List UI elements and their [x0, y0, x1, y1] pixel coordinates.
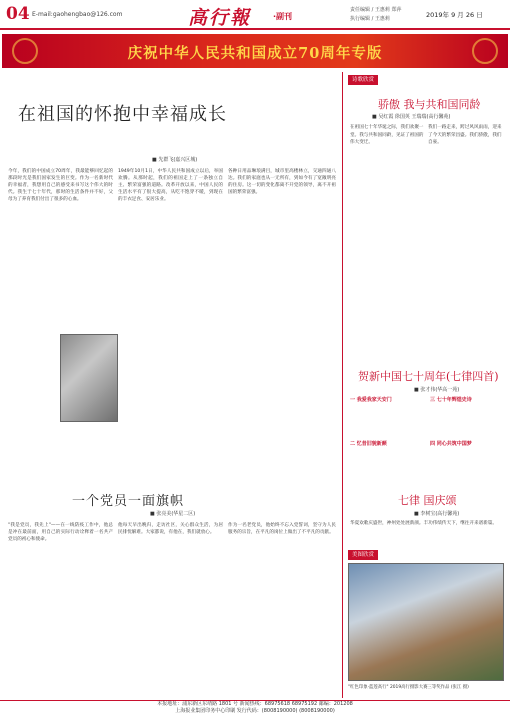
- editor-credits: [350, 6, 401, 24]
- second-body-col-2: 他每天早出晚归，走访社区，关心群众生活，为居民排忧解难。大家都说，有他在，我们就放心。: [118, 523, 223, 535]
- footer-printing: 上海报业集团印务中心印刷 发行代码：(8008190000) (8008190000): [175, 708, 335, 714]
- poem3-text: 华夏欢歌庆盛世，神州处处展新颜。丰功伟绩传天下，继往开来谱新篇。: [350, 521, 498, 526]
- poem2-section-4-heading: 四 同心共筑中国梦: [430, 441, 472, 447]
- banner-title: 庆祝中华人民共和国成立70周年专版: [127, 45, 383, 62]
- lead-body-col-2: 1949年10月1日，中华人民共和国成立以后，举国欢腾。从那时起，我们的祖国走上了一条独立自主、繁荣富强的道路。改革开放以来，中国人民的生活水平有了很大提高，从吃不饱穿不暖，到现在的丰衣足食、安居乐业。: [118, 169, 223, 202]
- footer-address: 本报地址：浦东新区东靖路 1801 号 新闻热线：68975618 68975192 邮编：201208: [157, 701, 353, 707]
- poem2-section-2-heading: 二 忆昔旧貌新颜: [350, 441, 387, 447]
- lead-byline: ■ 先群飞(嘉兴区城): [152, 157, 198, 163]
- photo-section-tag: 美图欣赏: [348, 550, 378, 560]
- second-byline: ■ 张亮美(华星二区): [150, 511, 196, 517]
- masthead: [0, 0, 510, 30]
- poem3-title: 七律 国庆颂: [398, 494, 457, 507]
- second-article-title: 一个党员一面旗帜: [72, 494, 185, 509]
- photo-caption: "红色印象·蓝莲高行" 2019高行摄影大赛三等奖作品 (张江 摄): [348, 685, 469, 690]
- lead-photo: [60, 334, 118, 422]
- poem2-section-1-heading: 一 我爱我家天安门: [350, 397, 392, 403]
- second-body-col-1: "我是党员，我先上"——在一线防疫工作中，他总是冲在最前面，用自己的实际行动诠释着一名共产党员的初心和使命。: [8, 523, 113, 542]
- poem2-section-3-heading: 三 七十年辉煌史诗: [430, 397, 472, 403]
- poem2-title: 贺新中国七十周年(七律四首): [358, 370, 499, 383]
- lead-body-col-1: 今年，我们的中国成立70周年，我最能够回忆起的那段时光是我们国家发生的巨变。作为一名新时代的幸福者，我想用自己的感受来书写这个伟大的时代。我生于七十年代，那时的生活条件并不好，父母为了养育我们付出了很多的心血。: [8, 169, 113, 202]
- second-body-col-3: 作为一名老党员，他始终不忘入党誓词，坚守为人民服务的宗旨，在平凡的岗位上做出了不平凡的贡献。: [228, 523, 336, 535]
- newspaper-brand-sub: ·副刊: [273, 12, 293, 21]
- lead-article-title: 在祖国的怀抱中幸福成长: [18, 104, 227, 125]
- poem1-byline: ■ 吴红霞 徐国英 王瑞瑞(高行馨苑): [372, 114, 451, 120]
- poem2-byline: ■ 张才伟(华高一苑): [414, 387, 460, 393]
- page-number: 04: [6, 4, 30, 24]
- featured-photo: [348, 563, 504, 681]
- poem1-col-2: 我们一路走来，跨过风风雨雨，迎来了今天的繁荣昌盛。我们骄傲，我们自豪。: [428, 125, 502, 146]
- email: E-mail:gaohengbao@126.com: [32, 11, 123, 18]
- poem2-section-3: [430, 396, 506, 405]
- poem3-byline: ■ 李树宝(高行馨苑): [414, 511, 460, 517]
- issue-date: 2019年 9 月 26 日: [426, 11, 483, 19]
- editor-line-1: 责任编辑 / 王惠莉 郑萍: [350, 7, 402, 13]
- poem1-title: 骄傲 我与共和国同龄: [378, 98, 481, 111]
- anniversary-banner: [2, 34, 508, 68]
- newspaper-brand: 高行報: [188, 7, 252, 29]
- poem2-section-1: [350, 396, 426, 405]
- lead-body-col-3: 各种日用品琳琅满目，城市里高楼林立，交通四通八达。我们的家庭也从一无所有，到如今有了宽敞明亮的住房。这一切的变化都离不开党的领导，离不开祖国的繁荣富强。: [228, 169, 336, 195]
- poem2-section-2: [350, 440, 426, 449]
- column-divider: [342, 72, 343, 698]
- footer: [0, 700, 510, 714]
- poetry-section-tag: 诗歌欣赏: [348, 75, 378, 85]
- poem1-col-1: 在祖国七十年华诞之际，我们欢聚一堂。我与共和国同龄，见证了祖国的伟大变迁。: [350, 125, 424, 146]
- poem2-section-4: [430, 440, 506, 449]
- editor-line-2: 执行编辑 / 王惠莉: [350, 16, 390, 22]
